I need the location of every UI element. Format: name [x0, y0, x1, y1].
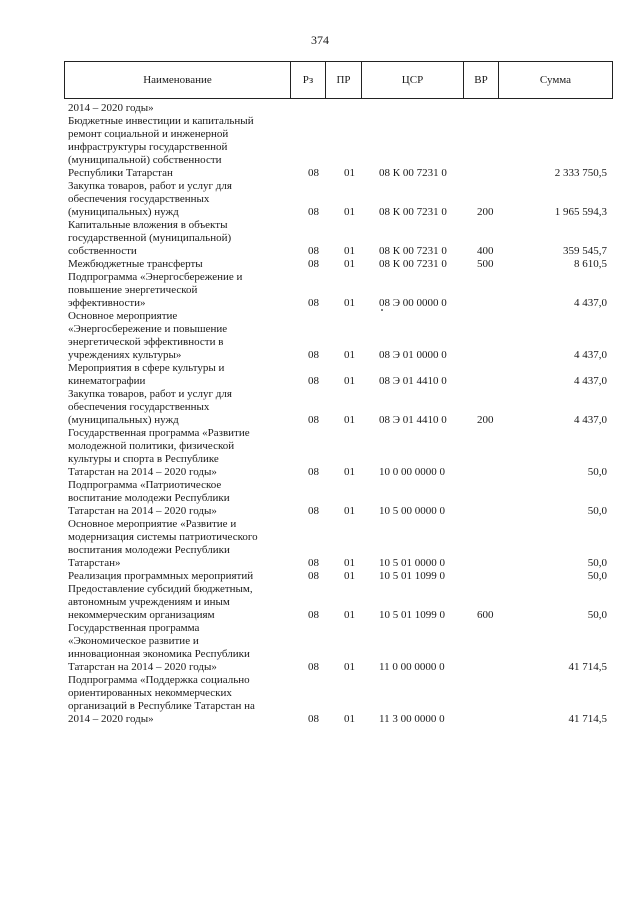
- row-csr: 11 3 00 0000 0: [379, 713, 445, 725]
- row-name-line: ориентированных некоммерческих: [68, 687, 232, 699]
- row-name-line: Татарстан на 2014 – 2020 годы»: [68, 505, 217, 517]
- row-sum: 4 437,0: [574, 297, 607, 309]
- row-name: [68, 102, 290, 115]
- row-csr: 08 Э 01 0000 0: [379, 349, 447, 361]
- row-sum: 50,0: [587, 570, 607, 582]
- row-name-line: Подпрограмма «Патриотическое: [68, 479, 222, 491]
- row-name-line: Татарстан»: [68, 557, 121, 569]
- row-csr: 08 К 00 7231 0: [379, 167, 447, 179]
- row-sum: 41 714,5: [568, 713, 607, 725]
- table-row: [68, 518, 613, 570]
- row-name-line: обеспечения государственных: [68, 401, 210, 413]
- row-sum: 8 610,5: [574, 258, 607, 270]
- row-csr: 10 5 01 1099 0: [379, 609, 445, 621]
- row-rz: 08: [308, 375, 319, 387]
- table-row: [68, 258, 613, 271]
- row-sum: 4 437,0: [574, 414, 607, 426]
- row-csr: 08 Э 00 0000 0: [379, 297, 447, 309]
- row-name: [68, 518, 290, 570]
- row-rz: 08: [308, 557, 319, 569]
- row-csr: 08 К 00 7231 0: [379, 258, 447, 270]
- row-name-line: некоммерческим организациям: [68, 609, 215, 621]
- row-name: [68, 180, 290, 219]
- row-rz: 08: [308, 609, 319, 621]
- row-name-line: Закупка товаров, работ и услуг для: [68, 388, 232, 400]
- row-name-line: Бюджетные инвестиции и капитальный: [68, 115, 254, 127]
- row-name-line: Мероприятия в сфере культуры и: [68, 362, 225, 374]
- row-name-line: модернизация системы патриотического: [68, 531, 258, 543]
- table-body: [68, 102, 613, 726]
- row-sum: 1 965 594,3: [554, 206, 607, 218]
- header-csr: ЦСР: [362, 62, 464, 98]
- row-pr: 01: [344, 297, 355, 309]
- row-name: [68, 219, 290, 258]
- table-row: [68, 622, 613, 674]
- table-row: [68, 388, 613, 427]
- row-rz: 08: [308, 414, 319, 426]
- row-name-line: организаций в Республике Татарстан на: [68, 700, 255, 712]
- row-name-line: Предоставление субсидий бюджетным,: [68, 583, 253, 595]
- row-pr: 01: [344, 245, 355, 257]
- row-pr: 01: [344, 570, 355, 582]
- row-name-line: эффективности»: [68, 297, 146, 309]
- table-row: [68, 570, 613, 583]
- row-name-line: 2014 – 2020 годы»: [68, 713, 154, 725]
- row-name-line: (муниципальных) нужд: [68, 206, 179, 218]
- row-pr: 01: [344, 206, 355, 218]
- row-name-line: Реализация программных мероприятий: [68, 570, 254, 582]
- row-vr: 200: [477, 206, 494, 218]
- row-name-line: Закупка товаров, работ и услуг для: [68, 180, 232, 192]
- row-name: [68, 622, 290, 674]
- row-pr: 01: [344, 505, 355, 517]
- row-name-line: Межбюджетные трансферты: [68, 258, 203, 270]
- row-csr: 08 К 00 7231 0: [379, 245, 447, 257]
- row-name-line: инфраструктуры государственной: [68, 141, 228, 153]
- row-name-line: воспитания молодежи Республики: [68, 544, 230, 556]
- row-csr: 08 Э 01 4410 0: [379, 414, 447, 426]
- table-row: [68, 115, 613, 180]
- row-name-line: Республики Татарстан: [68, 167, 173, 179]
- row-sum: 41 714,5: [568, 661, 607, 673]
- header-sum: Сумма: [539, 74, 572, 86]
- table-row: [68, 362, 613, 388]
- row-name-line: автономным учреждениям и иным: [68, 596, 230, 608]
- row-csr: 10 5 00 0000 0: [379, 505, 445, 517]
- row-vr: 600: [477, 609, 494, 621]
- row-name-line: (муниципальных) нужд: [68, 414, 179, 426]
- row-rz: 08: [308, 466, 319, 478]
- page-number: 374: [311, 33, 329, 47]
- scan-speck: [381, 309, 383, 311]
- row-name-line: Основное мероприятие «Развитие и: [68, 518, 237, 530]
- row-name-line: 2014 – 2020 годы»: [68, 102, 154, 114]
- row-rz: 08: [308, 258, 319, 270]
- row-rz: 08: [308, 570, 319, 582]
- row-sum: 359 545,7: [563, 245, 607, 257]
- row-sum: 50,0: [587, 466, 607, 478]
- row-pr: 01: [344, 661, 355, 673]
- row-vr: 200: [477, 414, 494, 426]
- row-name-line: Подпрограмма «Энергосбережение и: [68, 271, 243, 283]
- row-rz: 08: [308, 167, 319, 179]
- table-row: [68, 674, 613, 726]
- row-rz: 08: [308, 245, 319, 257]
- table-header: [64, 61, 613, 99]
- row-sum: 50,0: [587, 609, 607, 621]
- row-name: [68, 479, 290, 518]
- row-sum: 2 333 750,5: [554, 167, 607, 179]
- row-name-line: Татарстан на 2014 – 2020 годы»: [68, 466, 217, 478]
- row-pr: 01: [344, 375, 355, 387]
- table-row: [68, 479, 613, 518]
- row-name-line: Татарстан на 2014 – 2020 годы»: [68, 661, 217, 673]
- row-sum: 4 437,0: [574, 375, 607, 387]
- row-name-line: «Энергосбережение и повышение: [68, 323, 228, 335]
- row-name-line: Государственная программа «Развитие: [68, 427, 250, 439]
- row-sum: 50,0: [587, 505, 607, 517]
- row-name-line: культуры и спорта в Республике: [68, 453, 219, 465]
- row-name: [68, 310, 290, 362]
- row-rz: 08: [308, 505, 319, 517]
- row-csr: 10 5 01 1099 0: [379, 570, 445, 582]
- row-pr: 01: [344, 414, 355, 426]
- row-sum: 50,0: [587, 557, 607, 569]
- row-name-line: «Экономическое развитие и: [68, 635, 199, 647]
- row-name: [68, 362, 290, 388]
- row-name-line: Основное мероприятие: [68, 310, 178, 322]
- row-pr: 01: [344, 349, 355, 361]
- row-csr: 08 Э 01 4410 0: [379, 375, 447, 387]
- row-rz: 08: [308, 297, 319, 309]
- row-name-line: кинематографии: [68, 375, 146, 387]
- table-row: [68, 427, 613, 479]
- row-name-line: воспитание молодежи Республики: [68, 492, 230, 504]
- row-csr: 11 0 00 0000 0: [379, 661, 445, 673]
- row-pr: 01: [344, 167, 355, 179]
- row-name-line: учреждениях культуры»: [68, 349, 182, 361]
- row-vr: 500: [477, 258, 494, 270]
- row-vr: 400: [477, 245, 494, 257]
- header-rz: Рз: [291, 62, 326, 98]
- row-csr: 08 К 00 7231 0: [379, 206, 447, 218]
- row-csr: 10 0 00 0000 0: [379, 466, 445, 478]
- row-name-line: обеспечения государственных: [68, 193, 210, 205]
- row-name: [68, 271, 290, 310]
- row-name-line: Капитальные вложения в объекты: [68, 219, 228, 231]
- row-name-line: (муниципальной) собственности: [68, 154, 222, 166]
- row-name-line: государственной (муниципальной): [68, 232, 232, 244]
- header-vr: ВР: [464, 62, 499, 98]
- row-name-line: молодежной политики, физической: [68, 440, 235, 452]
- table-row: [68, 219, 613, 258]
- row-name-line: ремонт социальной и инженерной: [68, 128, 229, 140]
- row-rz: 08: [308, 713, 319, 725]
- row-pr: 01: [344, 609, 355, 621]
- row-name: [68, 388, 290, 427]
- row-name-line: инновационная экономика Республики: [68, 648, 250, 660]
- row-name: [68, 674, 290, 726]
- table-row: [68, 271, 613, 310]
- header-pr: ПР: [326, 62, 362, 98]
- header-name: Наименование: [65, 62, 291, 98]
- row-pr: 01: [344, 713, 355, 725]
- row-sum: 4 437,0: [574, 349, 607, 361]
- row-csr: 10 5 01 0000 0: [379, 557, 445, 569]
- table-row: [68, 102, 613, 115]
- row-rz: 08: [308, 349, 319, 361]
- row-name-line: собственности: [68, 245, 137, 257]
- row-name: [68, 115, 290, 180]
- row-name-line: повышение энергетической: [68, 284, 198, 296]
- row-name-line: энергетической эффективности в: [68, 336, 224, 348]
- row-name: [68, 570, 290, 583]
- row-name: [68, 427, 290, 479]
- table-row: [68, 583, 613, 622]
- row-pr: 01: [344, 557, 355, 569]
- row-name: [68, 258, 290, 271]
- row-rz: 08: [308, 206, 319, 218]
- table-row: [68, 310, 613, 362]
- table-row: [68, 180, 613, 219]
- row-name-line: Подпрограмма «Поддержка социально: [68, 674, 250, 686]
- row-pr: 01: [344, 466, 355, 478]
- row-name-line: Государственная программа: [68, 622, 200, 634]
- row-rz: 08: [308, 661, 319, 673]
- row-name: [68, 583, 290, 622]
- row-pr: 01: [344, 258, 355, 270]
